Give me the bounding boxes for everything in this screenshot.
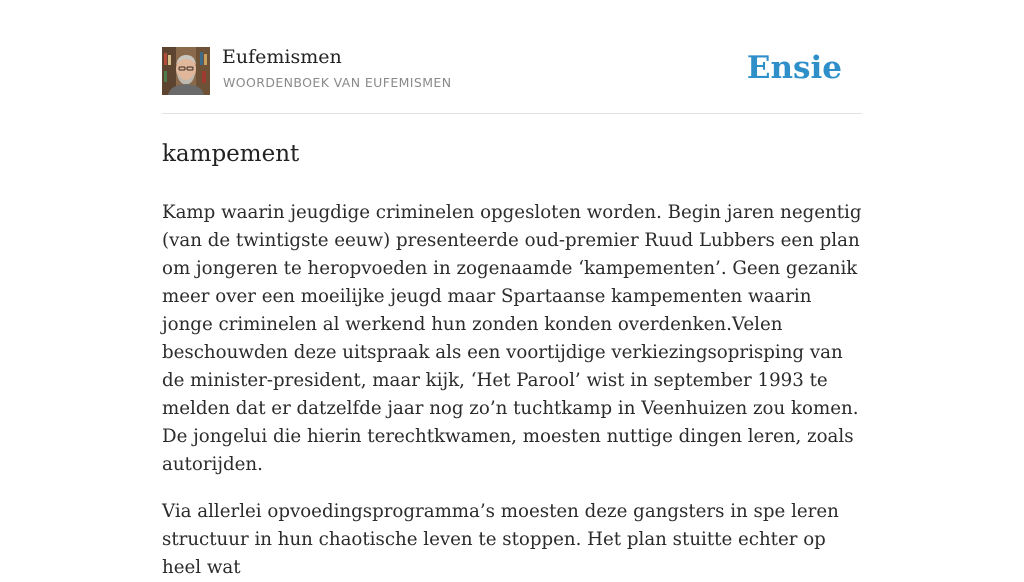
author-portrait-image (162, 47, 210, 95)
entry-definition (162, 199, 862, 582)
definition-paragraph: Via allerlei opvoedingsprogramma’s moesten deze gangsters in spe leren structuur in hun chaotische leven te stoppen. Het plan stuitte echter op heel wat (162, 501, 839, 578)
page (162, 0, 862, 582)
definition-paragraph: Kamp waarin jeugdige criminelen opgesloten worden. Begin jaren negentig (van de twintigste eeuw) presenteerde oud-premier Ruud Lubbers een plan om jongeren te heropvoeden in zogenaamde ‘kampementen’. Geen gezanik meer over een moeilijke jeugd maar Spartaanse kampementen waarin jonge criminelen al werkend hun zonden konden overdenken.Velen beschouwden deze uitspraak als een voortijdige verkiezingsoprisping van de minister-president, maar kijk, ‘Het Parool’ wist in september 1993 te melden dat er datzelfde jaar nog zo’n tuchtkamp in Veenhuizen zou komen. De jongelui die hierin terechtkwamen, moesten nuttige dingen leren, zoals autorijden. (162, 202, 862, 475)
entry-term: kampement (162, 141, 300, 167)
site-header (162, 0, 862, 114)
ensie-logo[interactable]: Ensie (746, 50, 842, 86)
avatar[interactable] (162, 47, 210, 95)
site-subtitle: WOORDENBOEK VAN EUFEMISMEN (223, 75, 452, 90)
site-name[interactable]: Eufemismen (222, 46, 342, 68)
